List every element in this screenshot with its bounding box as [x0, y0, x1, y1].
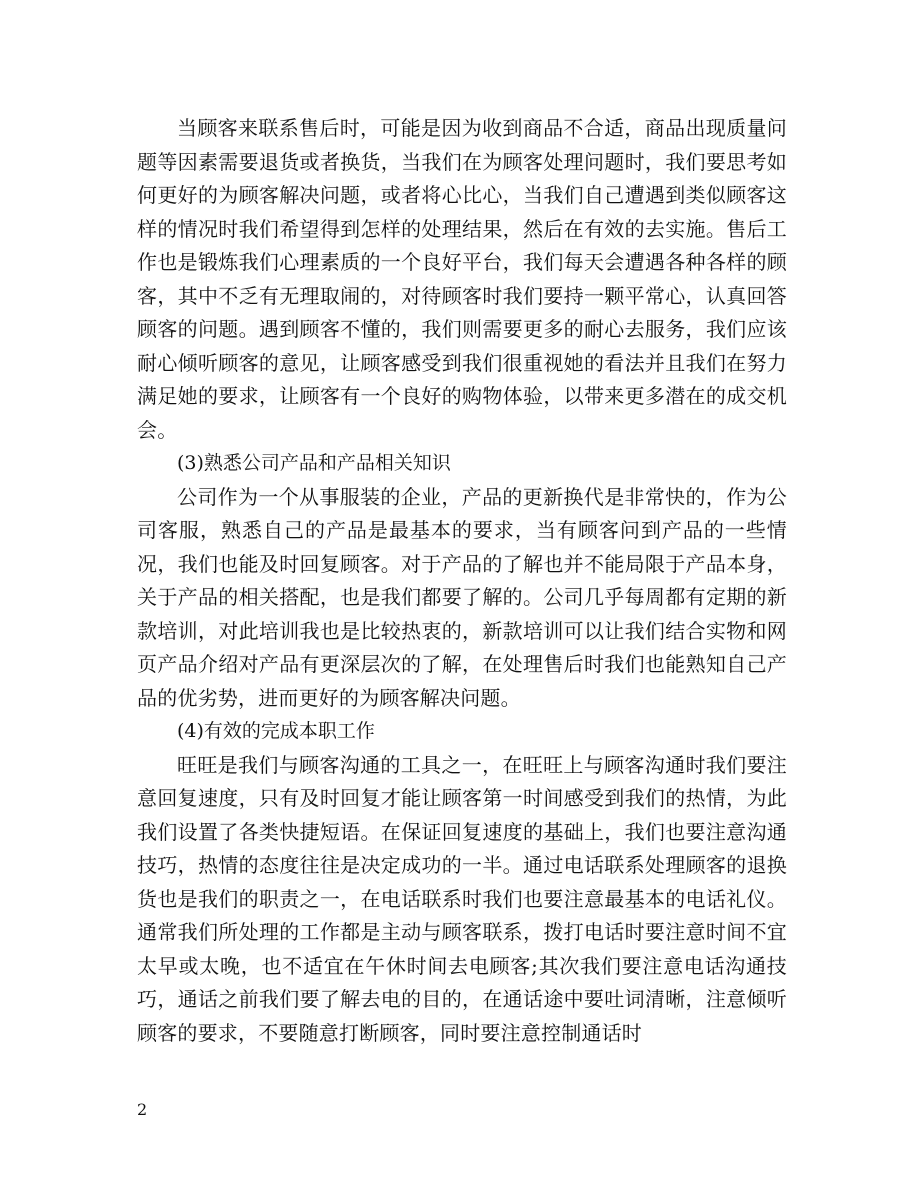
section-heading-product-knowledge: (3)熟悉公司产品和产品相关知识: [177, 452, 451, 474]
paragraph-after-sales: 当顾客来联系售后时，可能是因为收到商品不合适，商品出现质量问题等因素需要退货或者换货，当我们在为顾客处理问题时，我们要思考如何更好的为顾客解决问题，或者将心比心，当我们自己遭遇到类似顾客这样的情况时我们希望得到怎样的处理结果，然后在有效的去实施。售后工作也是锻炼我们心理素质的一个良好平台，我们每天会遭遇各种各样的顾客，其中不乏有无理取闹的，对待顾客时我们要持一颗平常心，认真回答顾客的问题。遇到顾客不懂的，我们则需要更多的耐心去服务，我们应该耐心倾听顾客的意见，让顾客感受到我们很重视她的看法并且我们在努力满足她的要求，让顾客有一个良好的购物体验，以带来更多潜在的成交机会。: [137, 116, 787, 442]
paragraph-duties: 旺旺是我们与顾客沟通的工具之一，在旺旺上与顾客沟通时我们要注意回复速度，只有及时回复才能让顾客第一时间感受到我们的热情，为此我们设置了各类快捷短语。在保证回复速度的基础上，我们也要注意沟通技巧，热情的态度往往是决定成功的一半。通过电话联系处理顾客的退换货也是我们的职责之一，在电话联系时我们也要注意最基本的电话礼仪。通常我们所处理的工作都是主动与顾客联系，拨打电话时要注意时间不宜太早或太晚，也不适宜在午休时间去电顾客;其次我们要注意电话沟通技巧，通话之前我们要了解去电的目的，在通话途中要吐词清晰，注意倾听顾客的要求，不要随意打断顾客，同时要注意控制通话时: [137, 752, 787, 1045]
paragraph-product-knowledge: 公司作为一个从事服装的企业，产品的更新换代是非常快的，作为公司客服，熟悉自己的产品是最基本的要求，当有顾客问到产品的一些情况，我们也能及时回复顾客。对于产品的了解也并不能局限于产品本身，关于产品的相关搭配，也是我们都要了解的。公司几乎每周都有定期的新款培训，对此培训我也是比较热衷的，新款培训可以让我们结合实物和网页产品介绍对产品有更深层次的了解，在处理售后时我们也能熟知自己产品的优劣势，进而更好的为顾客解决问题。: [137, 484, 787, 710]
document-body: [137, 112, 787, 1050]
section-heading-duties: (4)有效的完成本职工作: [177, 720, 375, 742]
page-number: 2: [137, 1100, 148, 1119]
